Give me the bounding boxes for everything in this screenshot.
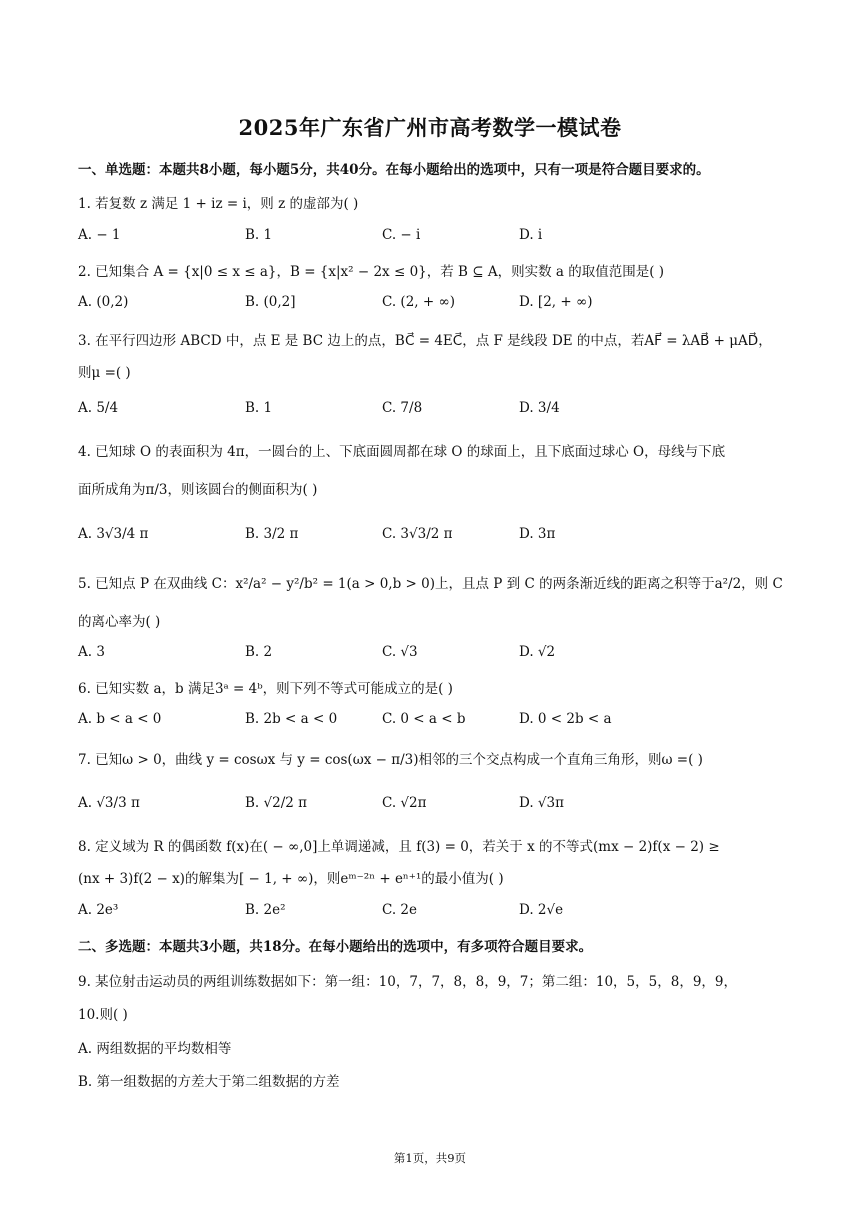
option-d: D. 2√e [519, 902, 564, 918]
section-multiple-choice: 二、多选题：本题共3小题，共18分。在每小题给出的选项中，有多项符合题目要求。 [78, 939, 593, 955]
option-b: B. 2 [245, 644, 273, 660]
question-3-cont: 则μ =( ) [78, 365, 131, 381]
question-5-cont: 的离心率为( ) [78, 614, 161, 630]
question-5: 5. 已知点 P 在双曲线 C：x²/a² − y²/b² = 1(a > 0,b > 0)上，且点 P 到 C 的两条渐近线的距离之积等于a²/2，则 C [78, 576, 783, 592]
option-d: D. [2, + ∞) [519, 294, 593, 310]
option-d: D. √3π [519, 795, 564, 811]
question-4: 4. 已知球 O 的表面积为 4π，一圆台的上、下底面圆周都在球 O 的球面上，且下底面过球心 O，母线与下底 [78, 444, 726, 460]
option-a: A. (0,2) [78, 294, 129, 310]
question-6-options [78, 711, 788, 731]
page-title: 2025年广东省广州市高考数学一模试卷 [238, 115, 622, 140]
option-a: A. 3 [78, 644, 105, 660]
question-3: 3. 在平行四边形 ABCD 中，点 E 是 BC 边上的点，BC⃗ = 4EC⃗，点 F 是线段 DE 的中点，若AF⃗ = λAB⃗ + μAD⃗， [78, 333, 772, 349]
option-a: A. 5/4 [78, 400, 119, 416]
option-a: A. − 1 [78, 227, 121, 243]
option-b: B. √2/2 π [245, 795, 307, 811]
option-b: B. 1 [245, 400, 273, 416]
option-c: C. − i [382, 227, 421, 243]
option-a: A. √3/3 π [78, 795, 140, 811]
question-8: 8. 定义域为 R 的偶函数 f(x)在( − ∞,0]上单调递减，且 f(3) = 0，若关于 x 的不等式(mx − 2)f(x − 2) ≥ [78, 839, 720, 855]
option-b: B. (0,2] [245, 294, 296, 310]
question-7-options [78, 795, 788, 815]
option-c: C. 0 < a < b [382, 711, 466, 727]
option-d: D. 0 < 2b < a [519, 711, 612, 727]
option-d: D. 3/4 [519, 400, 560, 416]
question-2-options [78, 294, 788, 314]
question-8-options [78, 902, 788, 922]
question-5-options [78, 644, 788, 664]
question-7: 7. 已知ω > 0，曲线 y = cosωx 与 y = cos(ωx − π/3)相邻的三个交点构成一个直角三角形，则ω =( ) [78, 752, 703, 768]
option-a: A. 两组数据的平均数相等 [78, 1041, 232, 1057]
option-b: B. 3/2 π [245, 526, 299, 542]
question-1: 1. 若复数 z 满足 1 + iz = i，则 z 的虚部为( ) [78, 196, 359, 212]
option-a: A. b < a < 0 [78, 711, 162, 727]
option-c: C. 3√3/2 π [382, 526, 453, 542]
question-4-cont: 面所成角为π/3，则该圆台的侧面积为( ) [78, 482, 318, 498]
option-c: C. 7/8 [382, 400, 423, 416]
option-a: A. 2e³ [78, 902, 119, 918]
option-b: B. 1 [245, 227, 273, 243]
question-2: 2. 已知集合 A = {x|0 ≤ x ≤ a}，B = {x|x² − 2x ≤ 0}，若 B ⊆ A，则实数 a 的取值范围是( ) [78, 264, 665, 280]
page-footer: 第1页，共9页 [393, 1151, 467, 1165]
option-d: D. √2 [519, 644, 556, 660]
option-c: C. (2, + ∞) [382, 294, 455, 310]
question-9-cont: 10.则( ) [78, 1007, 128, 1023]
question-8-cont: (nx + 3)f(2 − x)的解集为[ − 1, + ∞)，则eᵐ⁻²ⁿ + eⁿ⁺¹的最小值为( ) [78, 871, 504, 887]
question-6: 6. 已知实数 a，b 满足3ᵃ = 4ᵇ，则下列不等式可能成立的是( ) [78, 681, 453, 697]
option-c: C. √3 [382, 644, 418, 660]
option-b: B. 2e² [245, 902, 286, 918]
question-9: 9. 某位射击运动员的两组训练数据如下：第一组：10，7，7，8，8，9，7；第二组：10，5，5，8，9，9， [78, 974, 738, 990]
option-b: B. 第一组数据的方差大于第二组数据的方差 [78, 1074, 340, 1090]
option-b: B. 2b < a < 0 [245, 711, 338, 727]
option-d: D. i [519, 227, 543, 243]
question-3-options [78, 400, 788, 420]
option-c: C. 2e [382, 902, 418, 918]
question-4-options [78, 526, 788, 546]
option-c: C. √2π [382, 795, 427, 811]
option-d: D. 3π [519, 526, 556, 542]
section-single-choice: 一、单选题：本题共8小题，每小题5分，共40分。在每小题给出的选项中，只有一项是符合题目要求的。 [78, 162, 710, 178]
question-1-options [78, 227, 788, 247]
option-a: A. 3√3/4 π [78, 526, 149, 542]
